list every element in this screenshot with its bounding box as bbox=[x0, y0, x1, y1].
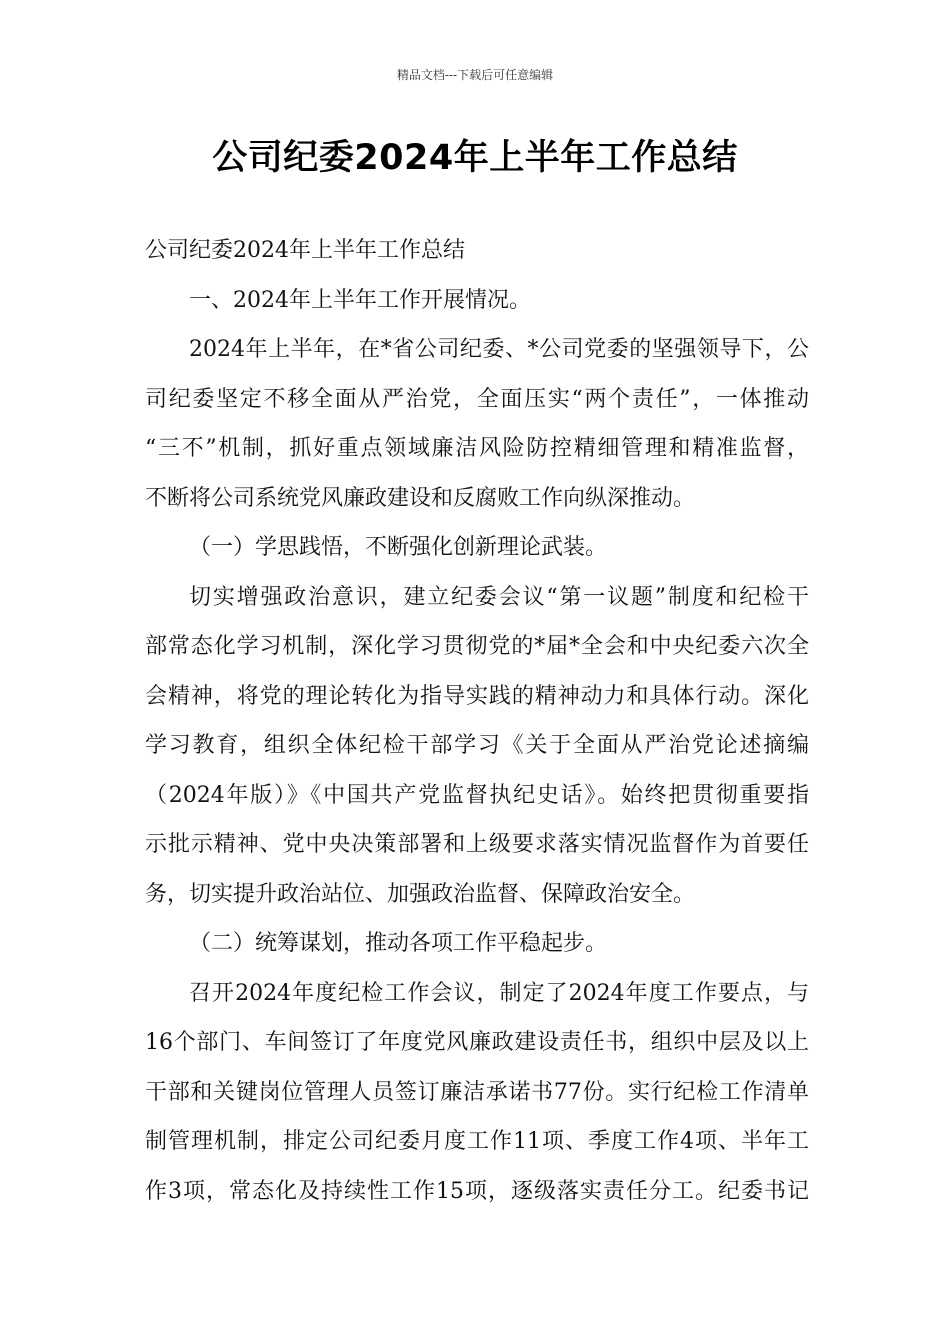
body-line: 学习教育，组织全体纪检干部学习《关于全面从严治党论述摘编 bbox=[145, 733, 809, 758]
body-line: 示批示精神、党中央决策部署和上级要求落实情况监督作为首要任 bbox=[145, 832, 809, 857]
body-line: 务，切实提升政治站位、加强政治监督、保障政治安全。 bbox=[145, 881, 696, 907]
document-title: 公司纪委2024年上半年工作总结 bbox=[212, 138, 738, 178]
body-line: 作3项，常态化及持续性工作15项，逐级落实责任分工。纪委书记 bbox=[145, 1178, 809, 1204]
body-line: 部常态化学习机制，深化学习贯彻党的*届*全会和中央纪委六次全 bbox=[145, 634, 809, 659]
body-line: 召开2024年度纪检工作会议，制定了2024年度工作要点，与 bbox=[189, 980, 809, 1006]
body-line: （2024年版）》《中国共产党监督执纪史话》。始终把贯彻重要指 bbox=[145, 782, 809, 808]
document-body bbox=[145, 226, 809, 1216]
section-heading: 一、2024年上半年工作开展情况。 bbox=[189, 287, 531, 313]
body-line: 不断将公司系统党风廉政建设和反腐败工作向纵深推动。 bbox=[145, 485, 696, 511]
body-line: 16个部门、车间签订了年度党风廉政建设责任书，组织中层及以上 bbox=[145, 1030, 809, 1055]
body-line: 2024年上半年，在*省公司纪委、*公司党委的坚强领导下，公 bbox=[189, 337, 809, 362]
body-line: 会精神，将党的理论转化为指导实践的精神动力和具体行动。深化 bbox=[145, 683, 809, 709]
page-header: 精品文档---下载后可任意编辑 bbox=[396, 68, 554, 82]
subsection-heading: （一）学思践悟，不断强化创新理论武装。 bbox=[189, 535, 608, 560]
body-line: 干部和关键岗位管理人员签订廉洁承诺书77份。实行纪检工作清单 bbox=[145, 1079, 809, 1105]
subsection-heading: （二）统筹谋划，推动各项工作平稳起步。 bbox=[189, 931, 608, 956]
body-line: 公司纪委2024年上半年工作总结 bbox=[145, 238, 465, 263]
body-line: “三不”机制，抓好重点领域廉洁风险防控精细管理和精准监督， bbox=[145, 436, 809, 461]
body-line: 切实增强政治意识，建立纪委会议“第一议题”制度和纪检干 bbox=[189, 584, 809, 610]
body-line: 制管理机制，排定公司纪委月度工作11项、季度工作4项、半年工 bbox=[145, 1129, 809, 1154]
body-line: 司纪委坚定不移全面从严治党，全面压实“两个责任”，一体推动 bbox=[145, 386, 809, 412]
